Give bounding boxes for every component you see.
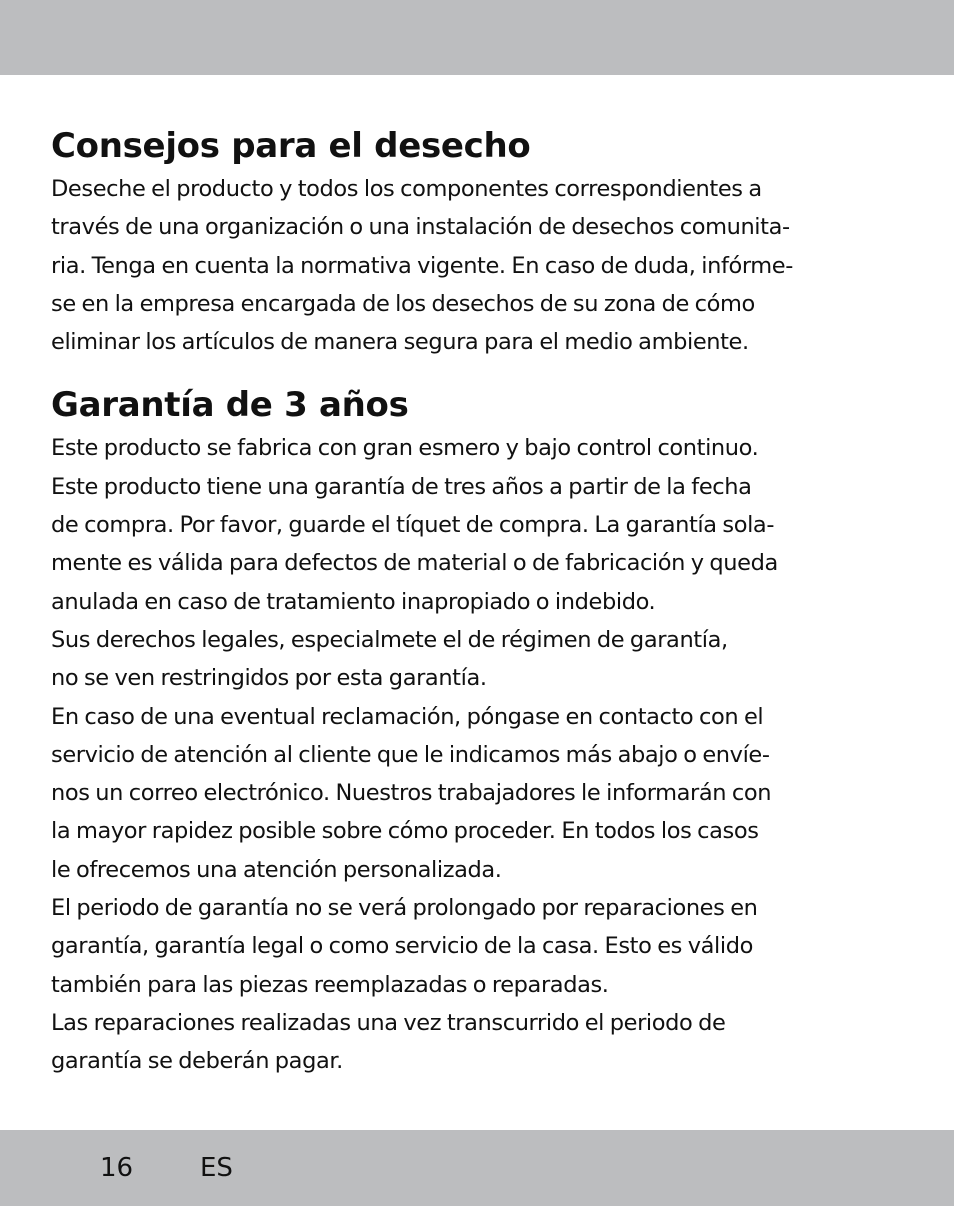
text-line: no se ven restringidos por esta garantía.	[51, 665, 487, 692]
text-line: le ofrecemos una atención personalizada.	[51, 856, 502, 883]
text-line: anulada en caso de tratamiento inapropiado o indebido.	[51, 588, 656, 615]
text-line: Las reparaciones realizadas una vez transcurrido el periodo de	[51, 1009, 726, 1036]
disposal-section	[51, 122, 911, 361]
paragraph	[51, 889, 911, 1004]
text-line: Deseche el producto y todos los componentes correspondientes a	[51, 176, 762, 202]
text-line: El periodo de garantía no se verá prolongado por reparaciones en	[51, 895, 758, 922]
text-line: eliminar los artículos de manera segura para el medio ambiente.	[51, 329, 749, 356]
paragraph	[51, 429, 911, 620]
header-bar	[0, 0, 954, 75]
text-line: garantía, garantía legal o como servicio de la casa. Esto es válido	[51, 933, 753, 960]
text-line: servicio de atención al cliente que le indicamos más abajo o envíe-	[51, 741, 770, 768]
text-line: nos un correo electrónico. Nuestros trabajadores le informarán con	[51, 780, 772, 807]
text-line: garantía se deberán pagar.	[51, 1048, 343, 1075]
section-heading: Garantía de 3 años	[51, 385, 409, 426]
text-line: ria. Tenga en cuenta la normativa vigente. En caso de duda, infórme-	[51, 252, 793, 279]
text-line: Este producto tiene una garantía de tres años a partir de la fecha	[51, 473, 752, 500]
text-line: mente es válida para defectos de material o de fabricación y queda	[51, 550, 778, 577]
text-line: de compra. Por favor, guarde el tíquet de compra. La garantía sola-	[51, 512, 775, 539]
warranty-section	[51, 381, 911, 1080]
text-line: En caso de una eventual reclamación, póngase en contacto con el	[51, 703, 764, 730]
paragraph	[51, 170, 911, 361]
text-line: través de una organización o una instalación de desechos comunita-	[51, 214, 790, 241]
paragraph	[51, 621, 911, 698]
page-number: 16	[100, 1153, 134, 1183]
text-line: se en la empresa encargada de los desechos de su zona de cómo	[51, 290, 755, 317]
paragraph	[51, 698, 911, 889]
text-line: la mayor rapidez posible sobre cómo proceder. En todos los casos	[51, 818, 759, 845]
text-line: Sus derechos legales, especialmete el de régimen de garantía,	[51, 626, 728, 653]
language-code: ES	[200, 1153, 233, 1183]
page-content	[51, 122, 911, 1081]
text-line: también para las piezas reemplazadas o reparadas.	[51, 971, 609, 998]
footer-bar	[0, 1130, 954, 1206]
text-line: Este producto se fabrica con gran esmero y bajo control continuo.	[51, 435, 759, 462]
paragraph	[51, 1004, 911, 1081]
section-heading: Consejos para el desecho	[51, 126, 531, 166]
